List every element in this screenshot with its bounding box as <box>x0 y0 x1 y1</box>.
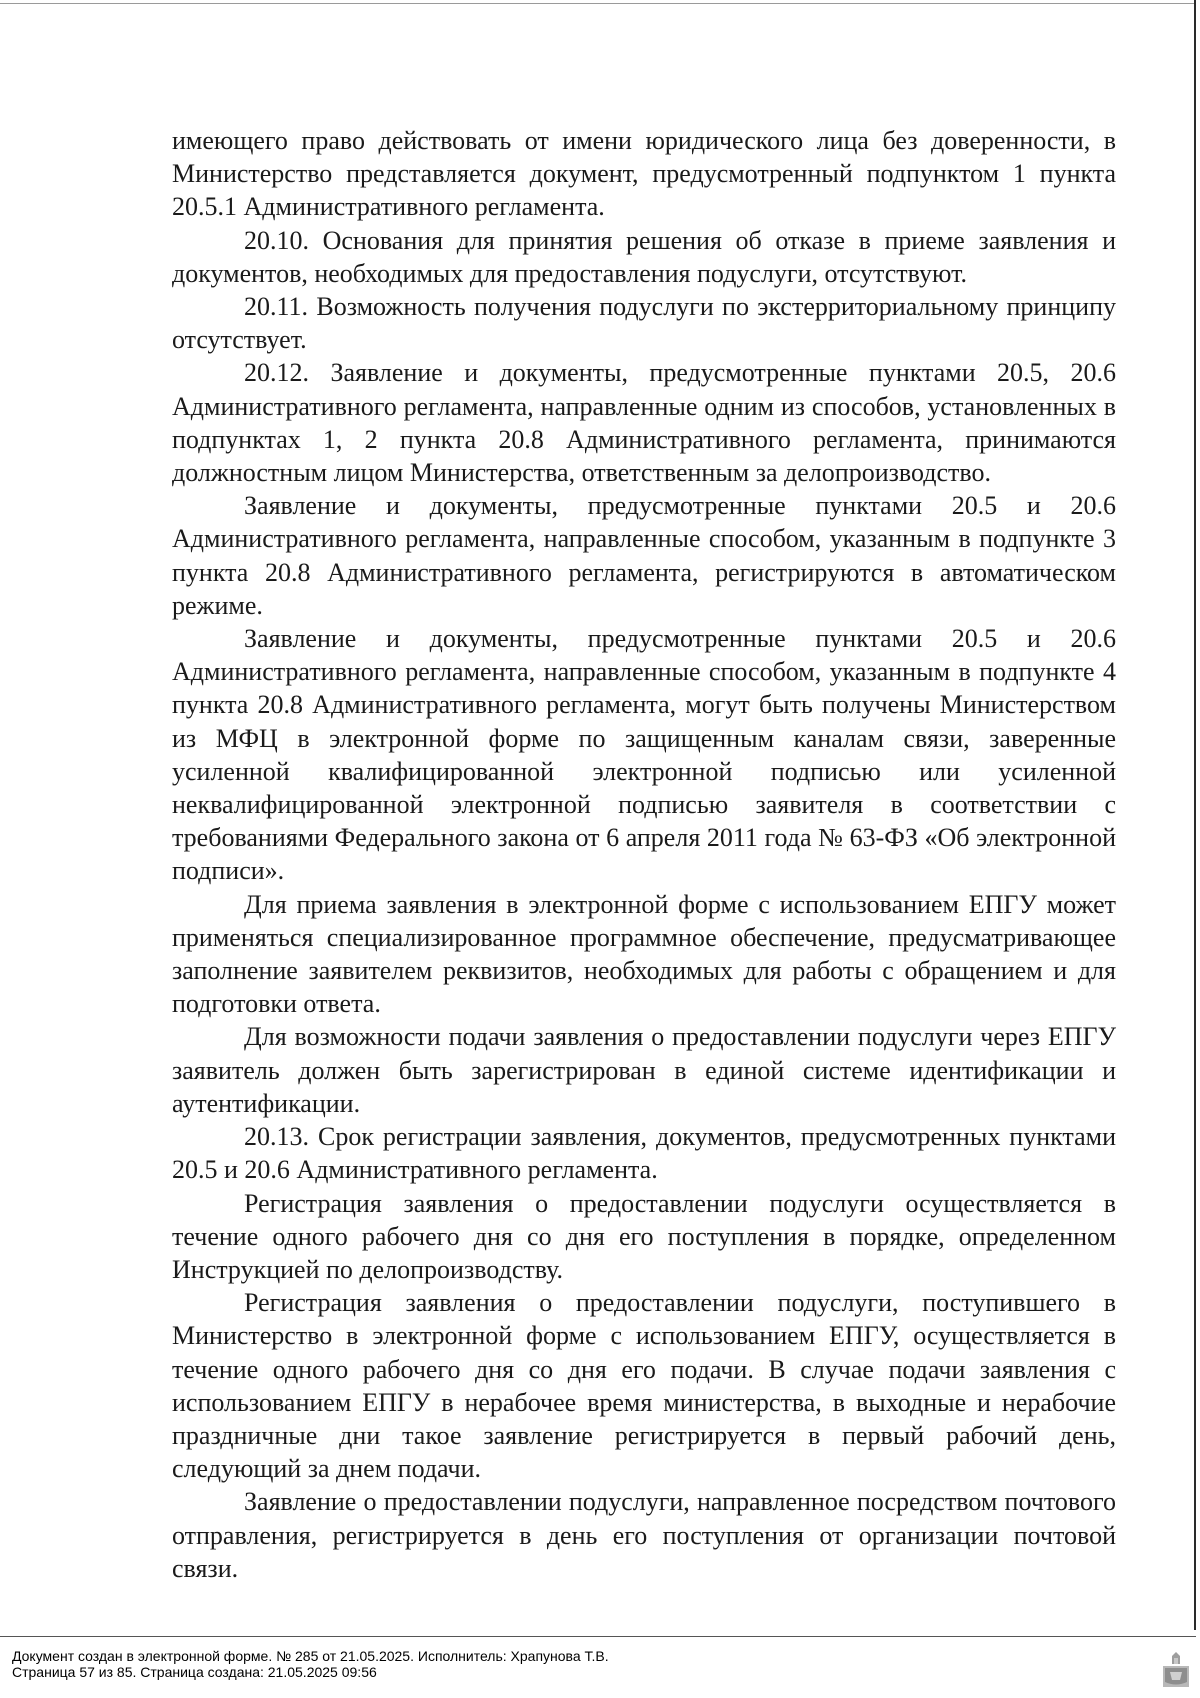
footer <box>12 1648 609 1680</box>
paragraph-2012: 20.12. Заявление и документы, предусмотренные пунктами 20.5, 20.6 Административного регламента, направленные одним из способов, установленных в подпунктах 1, 2 пункта 20.8 Административного регламента, принимаются должностным лицом Министерства, ответственным за делопроизводство. <box>172 358 1116 488</box>
paragraph-registration-epgu: Регистрация заявления о предоставлении подуслуги, поступившего в Министерство в электронной форме с использованием ЕПГУ, осуществляется в течение одного рабочего дня со дня его подачи. В случае подачи заявления с использованием ЕПГУ в нерабочее время министерства, в выходные и нерабочие праздничные дни такое заявление регистрируется в первый рабочий день, следующий за днем подачи. <box>172 1288 1116 1484</box>
paragraph-epgu-registration: Для возможности подачи заявления о предоставлении подуслуги через ЕПГУ заявитель должен быть зарегистрирован в единой системе идентификации и аутентификации. <box>172 1022 1116 1118</box>
page-top-edge <box>0 3 1196 4</box>
document-body <box>172 124 1116 1585</box>
footer-page-info: Страница 57 из 85. Страница создана: 21.05.2025 09:56 <box>12 1664 377 1680</box>
paragraph-1: имеющего право действовать от имени юридического лица без доверенности, в Министерство представляется документ, предусмотренный подпунктом 1 пункта 20.5.1 Административного регламента. <box>172 126 1116 222</box>
paragraph-mfc: Заявление и документы, предусмотренные пунктами 20.5 и 20.6 Административного регламента, направленные способом, указанным в подпункте 4 пункта 20.8 Административного регламента, могут быть получены Министерством из МФЦ в электронной форме по защищенным каналам связи, заверенные усиленной квалифицированной электронной подписью или усиленной неквалифицированной электронной подписью заявителя в соответствии с требованиями Федерального закона от 6 апреля 2011 года № 63-ФЗ «Об электронной подписи». <box>172 624 1116 886</box>
paragraph-postal: Заявление о предоставлении подуслуги, направленное посредством почтового отправления, регистрируется в день его поступления от организации почтовой связи. <box>172 1487 1116 1583</box>
coat-of-arms-icon <box>1162 1652 1190 1688</box>
paragraph-2011: 20.11. Возможность получения подуслуги по экстерриториальному принципу отсутствует. <box>172 292 1116 355</box>
page-right-edge <box>1194 0 1196 1630</box>
footer-divider <box>0 1636 1196 1637</box>
paragraph-registration-term: Регистрация заявления о предоставлении подуслуги осуществляется в течение одного рабочего дня со дня его поступления в порядке, определенном Инструкцией по делопроизводству. <box>172 1188 1116 1284</box>
paragraph-2010: 20.10. Основания для принятия решения об отказе в приеме заявления и документов, необходимых для предоставления подуслуги, отсутствуют. <box>172 225 1116 288</box>
footer-document-info: Документ создан в электронной форме. № 285 от 21.05.2025. Исполнитель: Храпунова Т.В. <box>12 1648 609 1664</box>
paragraph-auto-registration: Заявление и документы, предусмотренные пунктами 20.5 и 20.6 Административного регламента, направленные способом, указанным в подпункте 3 пункта 20.8 Административного регламента, регистрируются в автоматическом режиме. <box>172 491 1116 620</box>
paragraph-epgu-software: Для приема заявления в электронной форме с использованием ЕПГУ может применяться специализированное программное обеспечение, предусматривающее заполнение заявителем реквизитов, необходимых для работы с обращением и для подготовки ответа. <box>172 889 1116 1019</box>
paragraph-2013: 20.13. Срок регистрации заявления, документов, предусмотренных пунктами 20.5 и 20.6 Административного регламента. <box>172 1122 1116 1185</box>
